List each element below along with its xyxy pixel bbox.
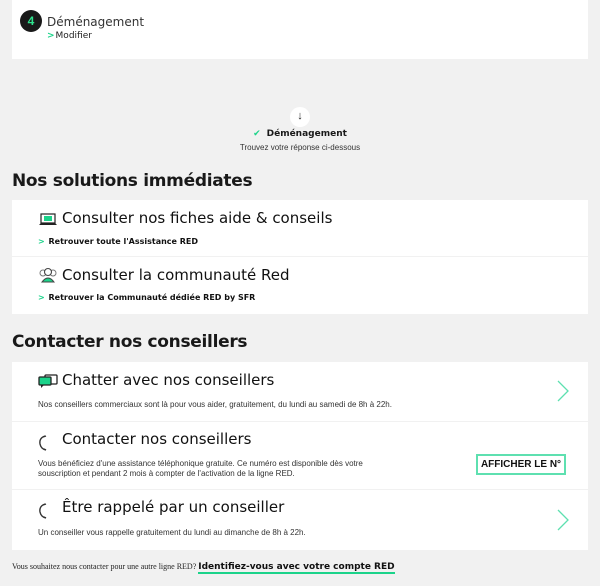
contact-description: Vous bénéficiez d'une assistance téléphonique gratuite. Ce numéro est disponible dès votre souscription et pendant 2 mois à compter de l'activation de la ligne RED. (38, 459, 363, 478)
chat-icon (38, 374, 58, 388)
check-icon: ✔ (253, 129, 261, 139)
contact-heading: Contacter nos conseillers (12, 332, 248, 352)
contact-description: Nos conseillers commerciaux sont là pour vous aider, gratuitement, du lundi au samedi de 8h à 22h. (38, 400, 392, 409)
solutions-heading: Nos solutions immédiates (12, 171, 253, 191)
login-link[interactable]: Identifiez-vous avec votre compte RED (198, 562, 395, 572)
solution-link-label: Retrouver toute l'Assistance RED (48, 237, 199, 246)
footer (12, 562, 395, 572)
confirmation-subtitle: Trouvez votre réponse ci-dessous (239, 143, 361, 152)
chevron-right-icon[interactable] (556, 509, 570, 531)
phone-icon (38, 435, 48, 451)
confirmation-title (0, 129, 600, 139)
solution-row-community[interactable] (12, 257, 588, 314)
solution-title: Consulter la communauté Red (62, 266, 290, 284)
contact-row-chat[interactable] (12, 362, 588, 422)
contact-title: Être rappelé par un conseiller (62, 498, 285, 516)
modify-link[interactable] (47, 31, 92, 41)
chevron-right-icon: > (38, 293, 48, 302)
solution-link[interactable] (38, 237, 198, 246)
solution-title: Consulter nos fiches aide & conseils (62, 209, 333, 227)
community-icon (38, 267, 58, 283)
step-card (12, 0, 588, 59)
step-number-badge: 4 (20, 10, 42, 32)
solution-link[interactable] (38, 293, 255, 302)
arrow-down-icon: ↓ (290, 107, 310, 127)
chevron-right-icon[interactable] (556, 380, 570, 402)
solution-row-fiches[interactable] (12, 200, 588, 257)
contact-row-callback[interactable] (12, 490, 588, 550)
show-number-button[interactable]: AFFICHER LE N° (476, 454, 566, 475)
modify-label: Modifier (55, 31, 92, 41)
step-title: Déménagement (47, 15, 145, 29)
contact-card (12, 362, 588, 550)
contact-description: Un conseiller vous rappelle gratuitement du lundi au dimanche de 8h à 22h. (38, 528, 306, 537)
contact-row-phone (12, 422, 588, 490)
contact-title: Chatter avec nos conseillers (62, 371, 275, 389)
confirmation-title-text: Déménagement (266, 129, 347, 139)
solution-link-label: Retrouver la Communauté dédiée RED by SFR (48, 293, 256, 302)
chevron-right-icon: > (47, 31, 55, 41)
laptop-icon (38, 213, 58, 227)
footer-text: Vous souhaitez nous contacter pour une autre ligne RED? (12, 562, 197, 571)
contact-title: Contacter nos conseillers (62, 430, 252, 448)
phone-icon (38, 503, 48, 519)
solutions-card (12, 200, 588, 314)
chevron-right-icon: > (38, 237, 48, 246)
